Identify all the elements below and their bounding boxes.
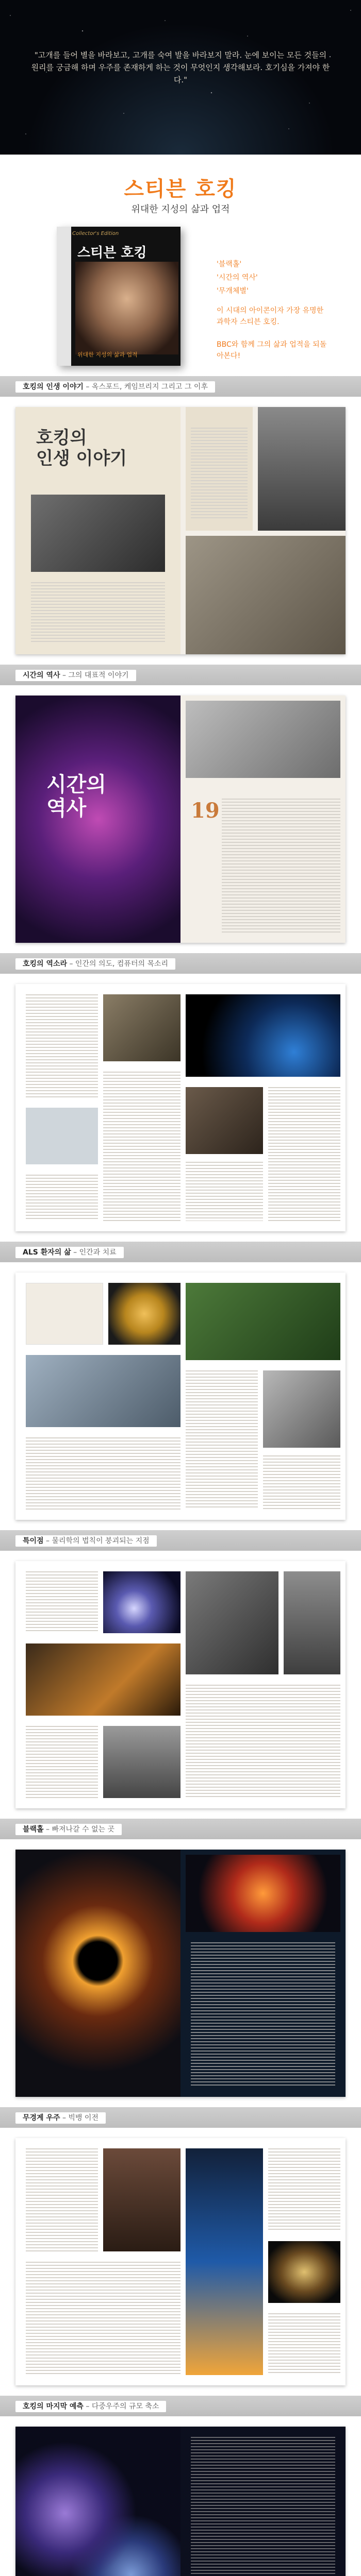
body-text-lines — [186, 1685, 340, 1798]
section-label — [15, 1535, 157, 1547]
section-title: ALS 환자의 삶 — [23, 1248, 71, 1257]
accretion-disk-image — [186, 1855, 340, 1932]
section-title: 시간의 역사 — [23, 671, 60, 680]
section-title: 특이점 — [23, 1537, 44, 1545]
photo-group — [186, 536, 346, 654]
works-list — [217, 258, 258, 298]
magazine-spread — [15, 2427, 346, 2576]
earth-image — [186, 994, 340, 1077]
magazine-spread — [15, 984, 346, 1231]
book-badge: Collector's Edition — [72, 231, 119, 236]
spread-title: 호킹의 인생 이야기 — [36, 428, 127, 469]
galaxy-image — [103, 1571, 180, 1633]
body-text-lines — [268, 2313, 340, 2375]
section-subtitle: – 그의 대표적 이야기 — [60, 671, 129, 680]
section-als — [0, 1242, 361, 1530]
section-subtitle: – 빠져나갈 수 없는 곳 — [43, 1825, 115, 1834]
section-header — [0, 376, 361, 397]
magazine-spread — [15, 2138, 346, 2385]
page-title: 스티븐 호킹 — [124, 177, 237, 201]
section-no-boundary — [0, 2107, 361, 2396]
section-header — [0, 665, 361, 685]
hero-starfield-banner — [0, 0, 361, 155]
body-text-lines — [191, 1942, 335, 2087]
body-text-lines — [186, 1162, 263, 1221]
magazine-spread — [15, 1273, 346, 1520]
section-title: 호킹의 역소라 — [23, 960, 68, 968]
photo-device — [26, 1108, 98, 1164]
section-header — [0, 1242, 361, 1262]
photo-stage — [186, 1087, 263, 1154]
body-text-lines — [268, 2148, 340, 2231]
body-text-lines — [103, 1072, 180, 1221]
works-item: '시간의 역사' — [217, 274, 258, 282]
body-text-lines — [26, 1571, 98, 1633]
magazine-spread — [15, 696, 346, 943]
section-final-prediction — [0, 2396, 361, 2576]
book-cover — [57, 227, 180, 366]
section-voice — [0, 953, 361, 1242]
section-subtitle: – 물리학의 법칙이 붕괴되는 지점 — [43, 1537, 150, 1545]
body-text-lines — [263, 1455, 340, 1510]
portrait-image — [75, 262, 178, 354]
photo-telescope — [186, 1571, 278, 1674]
book-description: 이 시대의 아이콘이자 가장 유명한 과학자 스티븐 호킹. BBC와 함께 그의 삶과 업적을 되돌아본다! — [217, 307, 327, 360]
spread-title: 시간의 역사 — [46, 772, 106, 820]
body-text-lines — [26, 1726, 98, 1798]
section-black-hole — [0, 1819, 361, 2107]
photo-einstein — [103, 1726, 180, 1798]
section-label — [15, 2401, 166, 2412]
page-subtitle: 위대한 지성의 삶과 업적 — [131, 204, 230, 215]
magazine-spread — [15, 1850, 346, 2097]
section-header — [0, 2396, 361, 2416]
body-text-lines — [26, 2262, 180, 2375]
section-header — [0, 2107, 361, 2128]
pull-quote-box — [26, 1283, 103, 1345]
section-subtitle: – 옥스포드, 케임브리지 그리고 그 이후 — [83, 383, 208, 391]
section-title: 블랙홀 — [23, 1825, 44, 1834]
photo-people — [103, 994, 180, 1061]
body-text-lines — [26, 2148, 98, 2251]
body-text-lines — [31, 582, 165, 644]
body-text-lines — [191, 428, 248, 520]
photo-couple — [31, 495, 165, 572]
wormhole-image — [26, 1643, 180, 1716]
bubble-universe-image — [268, 2241, 340, 2303]
book-cover-title: 스티븐 호킹 — [77, 245, 147, 261]
section-title: 호킹의 인생 이야기 — [23, 383, 84, 391]
section-subtitle: – 다중우주의 규모 축소 — [83, 2402, 159, 2411]
photo-hospital — [263, 1370, 340, 1448]
section-label — [15, 958, 175, 970]
section-title: 무경계 우주 — [23, 2114, 60, 2122]
body-text-lines — [191, 2437, 335, 2576]
section-header — [0, 1530, 361, 1551]
section-label — [15, 670, 136, 681]
body-text-lines — [26, 1175, 98, 1221]
section-label — [15, 2112, 106, 2124]
body-text-lines — [26, 994, 98, 1097]
body-text-lines — [222, 799, 340, 933]
body-text-lines — [268, 1087, 340, 1221]
hero-quote: "고개를 들어 별을 바라보고, 고개를 숙여 발을 바라보지 말라. 눈에 보이는 모든 것들의 원리를 궁금해 하며 우주를 존재하게 하는 것이 무엇인지 생각해보라. 호기심을 가져야 한다." — [31, 50, 330, 84]
section-subtitle: – 인간의 의도, 컴퓨터의 목소리 — [67, 960, 169, 968]
section-subtitle: – 인간과 치료 — [71, 1248, 117, 1257]
section-title: 호킹의 마지막 예측 — [23, 2402, 84, 2411]
section-brief-history — [0, 665, 361, 953]
title-block — [0, 155, 361, 376]
neuron-image — [108, 1283, 180, 1345]
body-text-lines — [26, 1437, 180, 1510]
book-cover-subtitle: 위대한 지성의 삶과 업적 — [77, 351, 138, 358]
section-label — [15, 1824, 122, 1835]
magazine-spread — [15, 1561, 346, 1808]
photo-portrait — [258, 407, 346, 531]
section-subtitle: – 빅뱅 이전 — [60, 2114, 99, 2122]
photo-portrait — [284, 1571, 340, 1674]
section-singularity — [0, 1530, 361, 1819]
photo-portrait — [103, 2148, 180, 2251]
body-text-lines — [186, 1370, 258, 1510]
multiverse-image — [15, 2427, 180, 2576]
section-label — [15, 1247, 124, 1258]
works-item: '무개체별' — [217, 287, 249, 295]
section-life-story — [0, 376, 361, 665]
section-label — [15, 381, 215, 393]
photo-collage — [186, 701, 340, 778]
section-header — [0, 1819, 361, 1839]
book-spine — [57, 227, 71, 366]
photo-scientist — [26, 1355, 180, 1427]
photo-crowd — [186, 1283, 340, 1360]
page-number: 19 — [191, 799, 220, 823]
magazine-spread — [15, 407, 346, 654]
section-header — [0, 953, 361, 974]
black-hole-image — [15, 1850, 180, 2097]
works-item: '블랙홀' — [217, 260, 242, 268]
cosmos-image — [186, 2148, 263, 2375]
